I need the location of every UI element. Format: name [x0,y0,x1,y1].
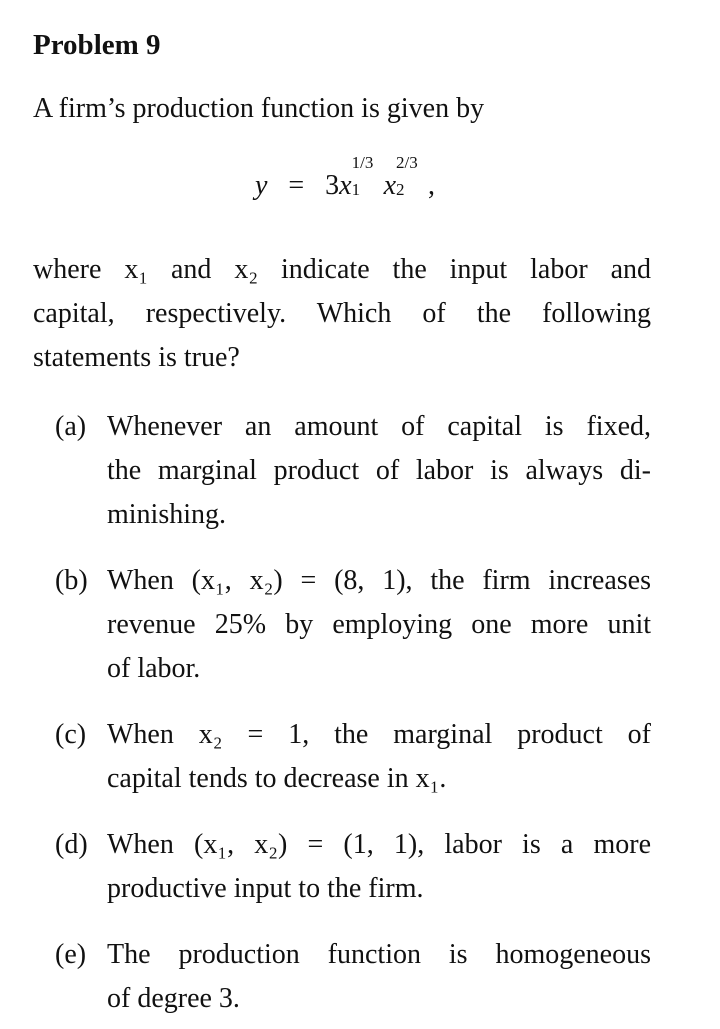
problem-intro: A firm’s production function is given by [33,93,485,124]
option-line: capital tends to decrease in x₁. [107,763,447,794]
eq-sub2: 2 [396,180,405,199]
eq-trailing-comma: , [428,170,436,201]
option-line: minishing. [107,499,227,530]
eq-exp2: 2/3 [396,153,418,172]
description-line: where x₁ and x₂ indicate the input labor and [33,254,651,285]
option-text [107,823,651,911]
option-line: revenue 25% by employing one more unit [107,609,651,640]
problem-title: Problem 9 [33,29,161,61]
eq-lhs: y [254,170,268,201]
option-label: (e) [55,939,87,970]
option-line: When x₂ = 1, the marginal product of [107,719,651,750]
option-d [55,823,651,911]
option-line: the marginal product of labor is always di- [107,455,651,486]
option-a [55,405,651,537]
eq-var1-scripts [351,153,384,199]
production-function-equation [0,153,690,208]
option-text [107,559,651,691]
option-label: (c) [55,719,87,750]
eq-equals: = [288,170,305,201]
option-label: (a) [55,411,87,442]
option-line: When (x₁, x₂) = (1, 1), labor is a more [107,829,651,860]
option-label: (d) [55,829,88,860]
option-line: When (x₁, x₂) = (8, 1), the firm increases [107,565,651,596]
eq-exp1: 1/3 [351,153,374,172]
description-line: capital, respectively. Which of the following [33,298,651,329]
problem-description [33,248,651,380]
eq-var2: x [383,170,397,201]
option-line: of degree 3. [107,983,240,1014]
option-line: Whenever an amount of capital is fixed, [107,411,651,442]
option-c [55,713,651,801]
option-text [107,713,651,801]
option-e [55,933,651,1021]
eq-var1: x [339,170,352,201]
option-text [107,933,651,1021]
option-label: (b) [55,565,88,596]
eq-sub1: 1 [351,180,361,199]
option-line: productive input to the firm. [107,873,424,904]
option-b [55,559,651,691]
option-text [107,405,651,537]
eq-var2-scripts [396,153,428,199]
option-line: of labor. [107,653,201,684]
description-line: statements is true? [33,342,240,373]
eq-coefficient: 3 [325,170,340,201]
option-line: The production function is homogeneous [107,939,651,970]
